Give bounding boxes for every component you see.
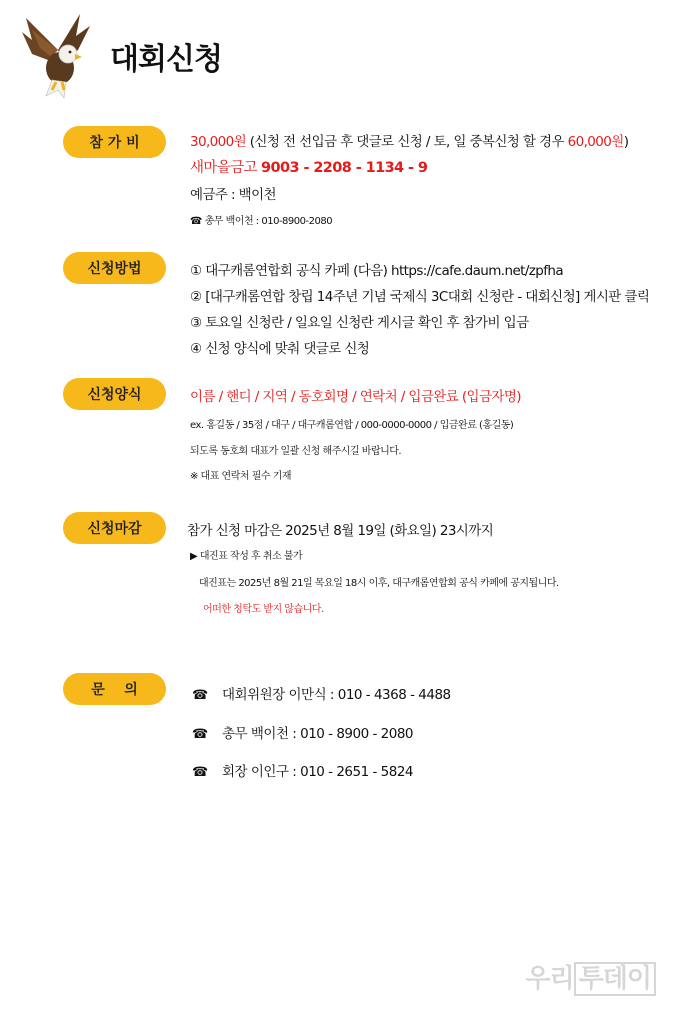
fee-phone-text: 총무 백이천 : 010-8900-2080: [201, 216, 333, 227]
phone-icon: ☎: [192, 765, 208, 780]
contact-row: [192, 760, 413, 780]
contact-text: 회장 이인구 : 010 - 2651 - 5824: [222, 764, 414, 780]
contact-text: 총무 백이천 : 010 - 8900 - 2080: [222, 726, 414, 742]
watermark-part1: 우리: [525, 964, 574, 994]
contact-row: [192, 722, 413, 742]
method-label-badge: 신청방법: [63, 252, 166, 284]
page-header: [0, 0, 680, 110]
form-example: ex. 홍길동 / 35점 / 대구 / 대구캐롬연합 / 000-0000-0000 / 입금완료 (홍길동): [190, 420, 514, 431]
phone-icon: ☎: [190, 216, 202, 227]
watermark-part2: 투데이: [574, 962, 656, 996]
contact-text: 대회위원장 이만식 : 010 - 4368 - 4488: [222, 687, 451, 703]
deadline-main: 참가 신청 마감은 2025년 8월 19일 (화요일) 23시까지: [187, 523, 494, 539]
deadline-label-badge: 신청마감: [63, 512, 166, 544]
deadline-notice: 대진표는 2025년 8월 21일 목요일 18시 이후, 대구캐롬연합회 공식 카페에 공지됩니다.: [199, 578, 559, 589]
fee-amount-line: [190, 130, 628, 150]
form-note-group: 되도록 동호회 대표가 일괄 신청 해주시길 바랍니다.: [190, 446, 402, 457]
bank-name: 새마을금고: [190, 160, 262, 176]
fee-amount-double: 60,000원: [567, 134, 624, 150]
fee-condition-end: ): [623, 134, 629, 150]
watermark-logo: [525, 958, 656, 996]
form-label-badge: 신청양식: [63, 378, 166, 410]
account-number: 9003 - 2208 - 1134 - 9: [261, 160, 428, 176]
deadline-bullet: ▶ 대진표 작성 후 취소 불가: [190, 551, 303, 562]
method-step: ③ 토요일 신청란 / 일요일 신청란 게시글 확인 후 참가비 입금: [190, 315, 529, 331]
contact-row: [192, 683, 451, 703]
phone-icon: ☎: [192, 727, 208, 742]
bank-account-line: [190, 156, 427, 177]
form-fields: 이름 / 핸디 / 지역 / 동호회명 / 연락처 / 입금완료 (입금자명): [190, 389, 521, 405]
method-step: ① 대구캐롬연합회 공식 카페 (다음) https://cafe.daum.net/zpfha: [190, 263, 564, 279]
page-title: 대회신청: [110, 42, 222, 77]
method-step: ② [대구캐롬연합 창립 14주년 기념 국제식 3C대회 신청란 - 대회신청] 게시판 클릭: [190, 289, 650, 305]
fee-amount: 30,000원: [190, 134, 247, 150]
deadline-warning: 어떠한 청탁도 받지 않습니다.: [203, 604, 324, 615]
eagle-logo-icon: [18, 10, 98, 100]
phone-icon: ☎: [192, 688, 208, 703]
fee-label-badge: 참 가 비: [63, 126, 166, 158]
method-step: ④ 신청 양식에 맞춰 댓글로 신청: [190, 341, 370, 357]
inquiry-label-badge: 문 의: [63, 673, 166, 705]
fee-phone-line: [190, 212, 332, 227]
account-holder: 예금주 : 백이천: [190, 187, 276, 203]
fee-condition: (신청 전 선입금 후 댓글로 신청 / 토, 일 중복신청 할 경우: [246, 134, 568, 150]
form-note-required: ※ 대표 연락처 필수 기재: [190, 471, 292, 482]
